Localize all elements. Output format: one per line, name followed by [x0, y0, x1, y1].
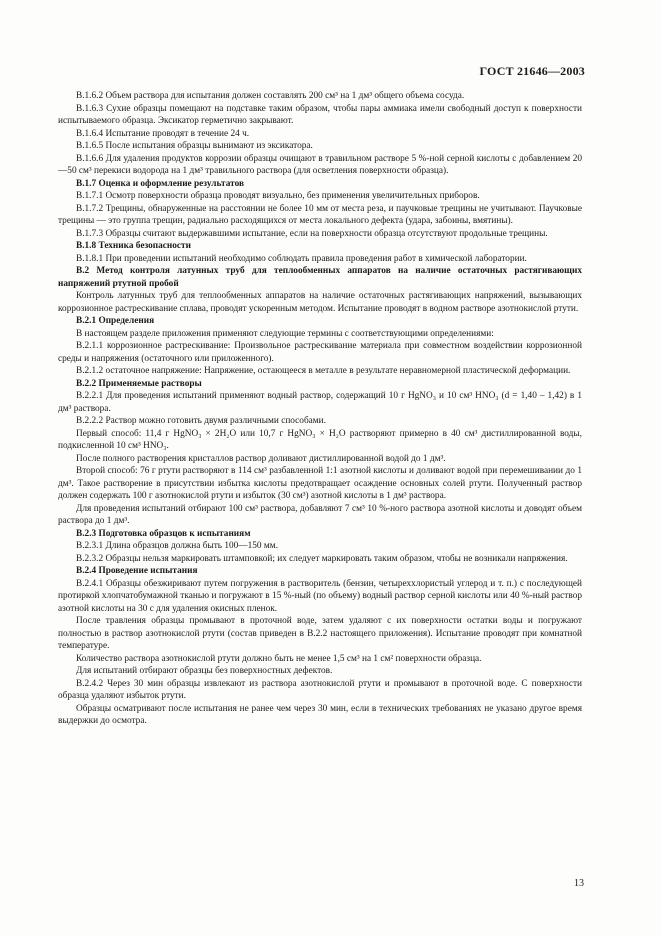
- section-heading: В.1.7 Оценка и оформление результатов: [76, 178, 245, 189]
- paragraph: В.1.7.3 Образцы считают выдержавшими испытание, если на поверхности образца отсутствуют продольные трещины.: [76, 228, 548, 239]
- paragraph: Образцы осматривают после испытания не ранее чем через 30 мин, если в технических требованиях не указано другое время выдержки до осмотра.: [58, 703, 582, 726]
- paragraph: В.1.6.6 Для удаления продуктов коррозии образцы очищают в травильном растворе 5 %-ной серной кислоты с добавлением 20—50 см³ перекиси водорода на 1 дм³ травильного раствора (для осветления поверхности образца).: [58, 153, 582, 176]
- paragraph: В.1.7.2 Трещины, обнаруженные на расстоянии не более 10 мм от места реза, и паучковые трещины не учитывают. Паучковые трещины — это группа трещин, радиально расходящихся от места локального дефекта (удара, забоины, вмятины).: [58, 203, 582, 226]
- paragraph: Количество раствора азотнокислой ртути должно быть не менее 1,5 см³ на 1 см² поверхности образца.: [76, 653, 482, 664]
- paragraph: Для проведения испытаний отбирают 100 см³ раствора, добавляют 7 см³ 10 %-ного раствора азотной кислоты и доводят объем раствора до 1 дм³.: [58, 503, 582, 526]
- paragraph: Контроль латунных труб для теплообменных аппаратов на наличие остаточных растягивающих напряжений, вызывающих коррозионное растрескивание сплава, проводят ускоренным методом. Испытание проводят в водном растворе азотнокислой ртути.: [58, 291, 582, 314]
- section-heading: В.2 Метод контроля латунных труб для теплообменных аппаратов на наличие остаточных растягивающих напряжений ртутной пробой: [58, 266, 582, 289]
- paragraph: В.1.8.1 При проведении испытаний необходимо соблюдать правила проведения работ в химической лаборатории.: [76, 253, 527, 264]
- standard-header: ГОСТ 21646—2003: [479, 64, 585, 78]
- paragraph: Второй способ: 76 г ртути растворяют в 114 см³ разбавленной 1:1 азотной кислоты и доливают водой при перемешивании до 1 дм³. Такое растворение в присутствии избытка кислоты предотвращает осаждение основных солей ртути. Полученный раствор должен содержать 100 г азотнокислой ртути и избыток (30 см³) азотной кислоты в 1 дм³ раствора.: [58, 466, 582, 501]
- paragraph: В.1.6.4 Испытание проводят в течение 24 ч.: [76, 128, 250, 139]
- paragraph: В.2.1.2 остаточное напряжение: Напряжение, остающееся в металле в результате неравномерной пластической деформации.: [76, 366, 571, 376]
- paragraph: В.2.3.2 Образцы нельзя маркировать штамповкой; их следует маркировать таким образом, чтобы не возникали напряжения.: [76, 553, 568, 564]
- paragraph: В.1.7.1 Осмотр поверхности образца проводят визуально, без применения увеличительных приборов.: [76, 191, 480, 201]
- paragraph: В настоящем разделе приложения применяют следующие термины с соответствующими определениями:: [76, 328, 494, 339]
- paragraph: В.2.2.1 Для проведения испытаний применяют водный раствор, содержащий 10 г HgNO₃ и 10 см³ HNO₃ (d = 1,40 – 1,42) в 1 дм³ раствора.: [58, 391, 582, 414]
- paragraph: В.2.1.1 коррозионное растрескивание: Произвольное растрескивание материала при совместном воздействии коррозионной среды и напряжения (остаточного или приложенного).: [58, 341, 582, 364]
- paragraph: В.1.6.5 После испытания образцы вынимают из эксикатора.: [76, 141, 313, 151]
- page-number: 13: [574, 878, 584, 889]
- section-heading: В.2.4 Проведение испытания: [76, 566, 198, 576]
- section-heading: В.1.8 Техника безопасности: [76, 241, 191, 251]
- paragraph: В.2.4.1 Образцы обезжиривают путем погружения в растворитель (бензин, четыреххлористый углерод и т. п.) с последующей протиркой хлопчатобумажной тканью и погружают в 15 %-ный (по объему) водный раствор серной кислоты или 40 %-ный раствор азотной кислоты на 30 с для удаления окисных пленок.: [58, 578, 582, 614]
- paragraph: В.1.6.2 Объем раствора для испытания должен составлять 200 см³ на 1 дм³ общего объема сосуда.: [76, 91, 465, 101]
- section-heading: В.2.2 Применяемые растворы: [76, 378, 202, 389]
- paragraph: После травления образцы промывают в проточной воде, затем удаляют с их поверхности остатки воды и погружают полностью в раствор азотнокислой ртути (состав приведен в В.2.2 настоящего приложения). Испытание проводят при комнатной температуре.: [58, 616, 582, 651]
- section-heading: В.2.1 Определения: [76, 316, 155, 326]
- paragraph: Для испытаний отбирают образцы без поверхностных дефектов.: [76, 666, 333, 676]
- section-heading: В.2.3 Подготовка образцов к испытаниям: [76, 528, 251, 539]
- paragraph: В.2.4.2 Через 30 мин образцы извлекают из раствора азотнокислой ртути и промывают в проточной воде. С поверхности образца удаляют избыток ртути.: [58, 678, 582, 701]
- document-body: [58, 90, 582, 728]
- paragraph: В.1.6.3 Сухие образцы помещают на подставке таким образом, чтобы пары аммиака имели свободный доступ к поверхности испытываемого образца. Эксикатор герметично закрывают.: [58, 103, 582, 126]
- paragraph: После полного растворения кристаллов раствор доливают дистиллированной водой до 1 дм³.: [76, 453, 446, 464]
- paragraph: В.2.2.2 Раствор можно готовить двумя различными способами.: [76, 416, 326, 426]
- paragraph: Первый способ: 11,4 г HgNO₃ × 2H₂O или 10,7 г HgNO₃ × H₂O растворяют примерно в 40 см³ дистиллированной воды, подкисленной 10 см³ HNO₃.: [58, 428, 582, 451]
- paragraph: В.2.3.1 Длина образцов должна быть 100—150 мм.: [76, 541, 278, 551]
